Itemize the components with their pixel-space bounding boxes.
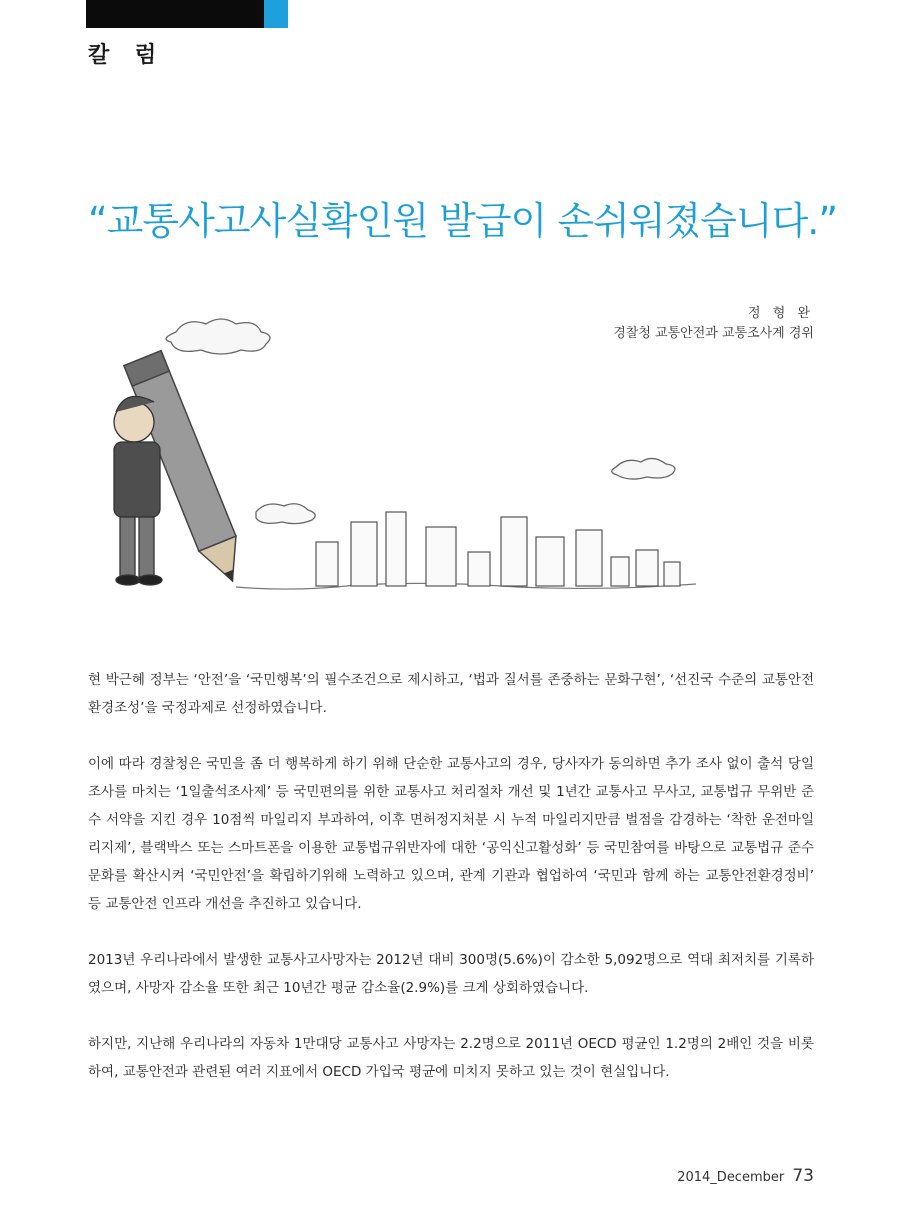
paragraph: 2013년 우리나라에서 발생한 교통사고사망자는 2012년 대비 300명(5.6%)이 감소한 5,092명으로 역대 최저치를 기록하였으며, 사망자 감소율 또한 최근 10년간 평균 감소율(2.9%)를 크게 상회하였습니다. xyxy=(88,952,814,996)
header-bar-black xyxy=(86,0,264,28)
header-bar-accent xyxy=(264,0,288,28)
man-with-giant-pencil-drawing-city-icon xyxy=(96,312,706,602)
paragraph: 하지만, 지난해 우리나라의 자동차 1만대당 교통사고 사망자는 2.2명으로 2011년 OECD 평균인 1.2명의 2배인 것을 비롯하여, 교통안전과 관련된 여러 지표에서 OECD 가입국 평균에 미치지 못하고 있는 것이 현실입니다. xyxy=(88,1036,814,1080)
paragraph: 현 박근혜 정부는 ‘안전’을 ‘국민행복’의 필수조건으로 제시하고, ‘법과 질서를 존중하는 문화구현’, ‘선진국 수준의 교통안전 환경조성’을 국정과제로 선정하였습니다. xyxy=(88,672,814,716)
section-label: 칼 럼 xyxy=(88,43,166,68)
page-footer xyxy=(677,1166,814,1186)
author-name: 정 형 완 xyxy=(748,306,814,321)
paragraph: 이에 따라 경찰청은 국민을 좀 더 행복하게 하기 위해 단순한 교통사고의 경우, 당사자가 동의하면 추가 조사 없이 출석 당일 조사를 마치는 ‘1일출석조사제’ 등 국민편의를 위한 교통사고 처리절차 개선 및 1년간 교통사고 무사고, 교통법규 무위반 준수 서약을 지킨 경우 10점씩 마일리지 부과하여, 이후 면허정지처분 시 누적 마일리지만큼 벌점을 감경하는 ‘착한 운전마일리지제’, 블랙박스 또는 스마트폰을 이용한 교통법규위반자에 대한 ‘공익신고활성화’ 등 국민참여를 바탕으로 교통법규 준수문화를 확산시켜 ‘국민안전’을 확립하기위해 노력하고 있으며, 관계 기관과 협업하여 ‘국민과 함께 하는 교통안전환경정비’ 등 교통안전 인프라 개선을 추진하고 있습니다. xyxy=(88,756,814,912)
article-title: “교통사고사실확인원 발급이 손쉬워졌습니다.” xyxy=(88,199,838,243)
article-body xyxy=(88,666,814,1114)
page-number: 73 xyxy=(792,1166,814,1186)
author-position: 경찰청 교통안전과 교통조사계 경위 xyxy=(613,326,814,341)
issue-label: 2014_December xyxy=(677,1170,785,1185)
